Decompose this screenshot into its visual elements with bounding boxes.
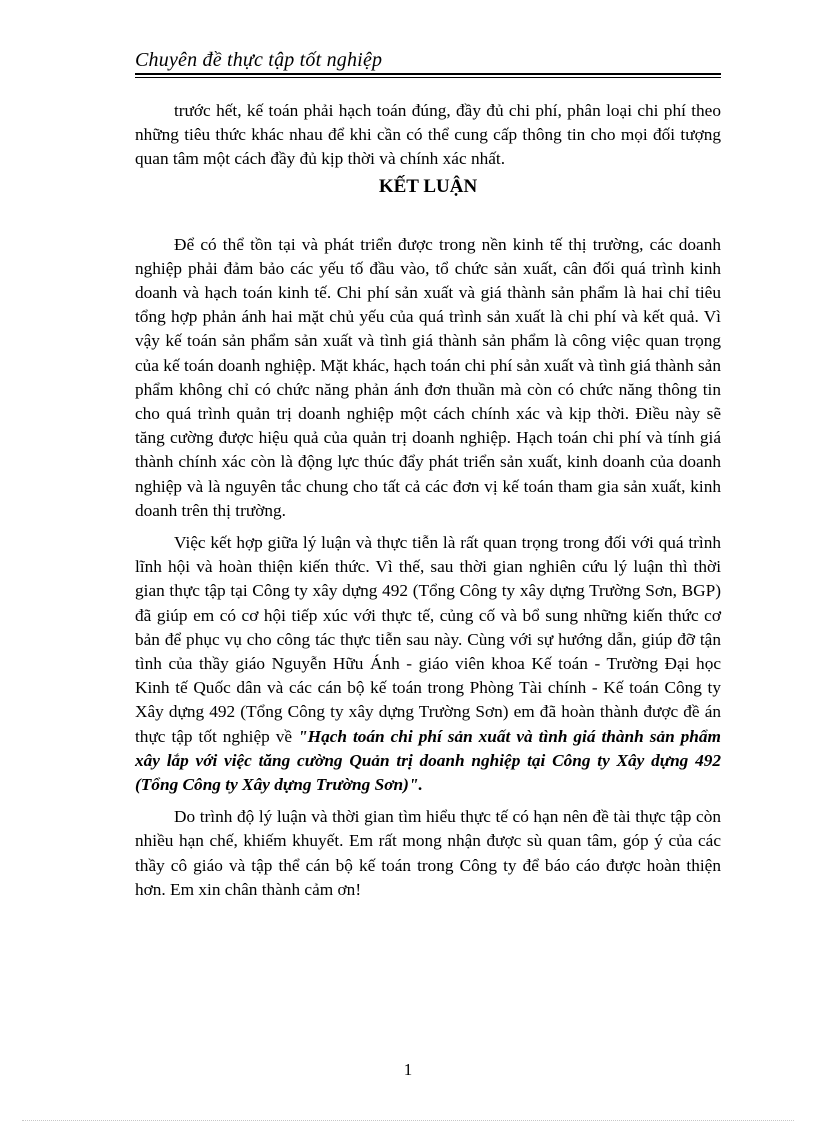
page-bottom-border	[22, 1120, 794, 1121]
thesis-title: "Hạch toán chi phí sản xuất và tình giá thành sản phẩm xây lắp với việc tăng cường Quản trị doanh nghiệp tại Công ty Xây dựng 492 (Tổng Công ty Xây dựng Trường Sơn)".	[135, 726, 721, 795]
header-rule-thin	[135, 77, 721, 78]
document-body	[135, 99, 721, 902]
conclusion-paragraph-2	[135, 531, 721, 797]
header-title: Chuyên đề thực tập tốt nghiệp	[135, 49, 383, 71]
header-rule-thick	[135, 73, 721, 75]
page-number: 1	[403, 1060, 413, 1079]
conclusion-paragraph-1: Để có thể tồn tại và phát triển được trong nền kinh tế thị trường, các doanh nghiệp phải đảm bảo các yếu tố đầu vào, tổ chức sản xuất, cân đối quá trình kinh doanh và hạch toán kinh tế. Chi phí sản xuất và giá thành sản phẩm là hai chỉ tiêu tổng hợp phản ánh hai mặt chủ yếu của quá trình sản xuất là chi phí và kết quả. Vì vậy kế toán sản phẩm sản xuất và tình giá thành sản phẩm là công việc quan trọng của kế toán doanh nghiệp. Mặt khác, hạch toán chi phí sản xuất và tình giá thành sản phẩm không chỉ có chức năng phản ánh đơn thuần mà còn có chức năng thông tin cho quá trình quản trị doanh nghiệp một cách chính xác và kịp thời. Điều này sẽ tăng cường được hiệu quả của quản trị doanh nghiệp. Hạch toán chi phí và tính giá thành chính xác còn là động lực thúc đẩy phát triển sản xuất, kinh doanh của doanh nghiệp và là nguyên tắc chung cho tất cả các đơn vị kế toán tham gia sản xuất, kinh doanh trên thị trường.	[135, 234, 721, 520]
conclusion-paragraph-3: Do trình độ lý luận và thời gian tìm hiểu thực tế có hạn nên đề tài thực tập còn nhiều hạn chế, khiếm khuyết. Em rất mong nhận được sù quan tâm, góp ý của các thầy cô giáo và tập thể cán bộ kế toán trong Công ty để báo cáo được hoàn thiện hơn. Em xin chân thành cảm ơn!	[135, 807, 721, 899]
intro-paragraph: trước hết, kế toán phải hạch toán đúng, đầy đủ chi phí, phân loại chi phí theo những tiêu thức khác nhau để khi cần có thể cung cấp thông tin cho mọi đối tượng quan tâm một cách đầy đủ kịp thời và chính xác nhất.	[135, 101, 721, 169]
page-header	[135, 48, 721, 78]
paragraph-2-text: Việc kết hợp giữa lý luận và thực tiễn là rất quan trọng trong đối với quá trình lĩnh hội và hoàn thiện kiến thức. Vì thế, sau thời gian nghiên cứu lý luận thì thời gian thực tập tại Công ty xây dựng 492 (Tổng Công ty xây dựng Trường Sơn, BGP) đã giúp em có cơ hội tiếp xúc với thực tế, củng cố và bổ sung những kiến thức cơ bản để phục vụ cho công tác thực tiễn sau này. Cùng với sự hướng dẫn, giúp đỡ tận tình của thầy giáo Nguyễn Hữu Ánh - giáo viên khoa Kế toán - Trường Đại học Kinh tế Quốc dân và các cán bộ kế toán trong Phòng Tài chính - Kế toán Công ty Xây dựng 492 (Tổng Công ty xây dựng Trường Sơn) em đã hoàn thành được đề án thực tập tốt nghiệp về	[135, 533, 721, 746]
section-heading: KẾT LUẬN	[378, 175, 478, 197]
